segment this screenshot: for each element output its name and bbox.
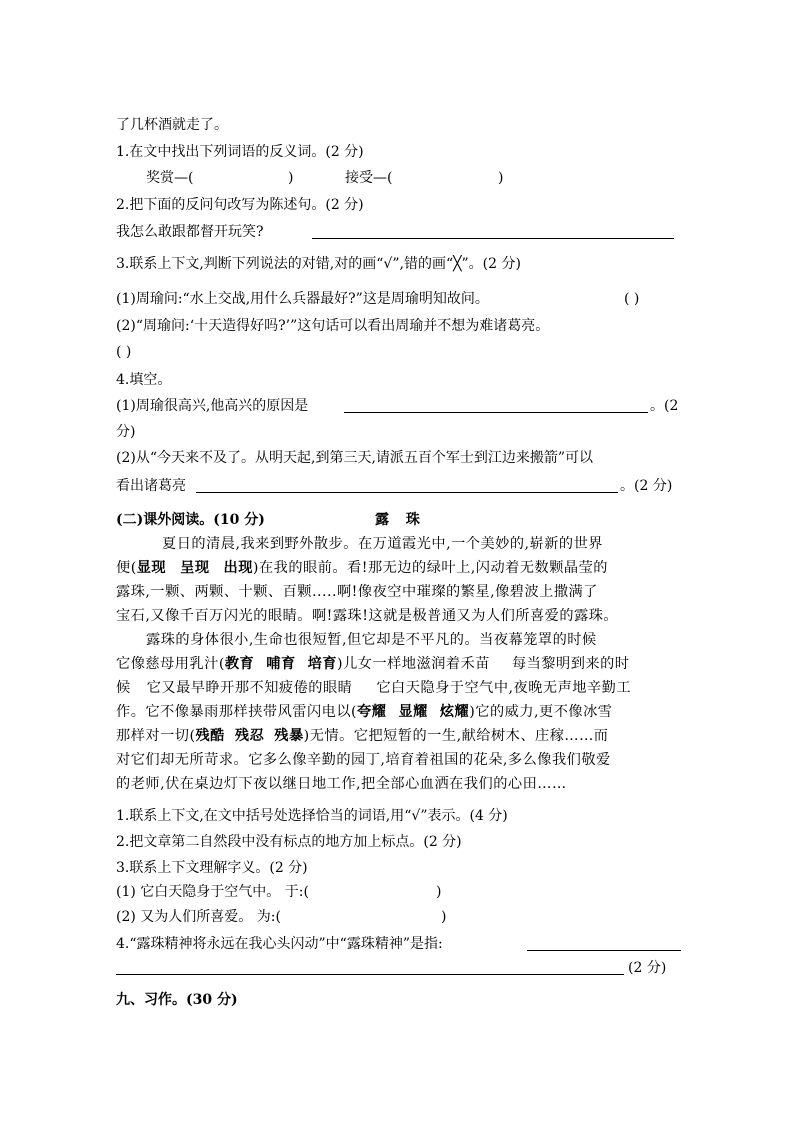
p2-q4-prompt: 4.“露珠精神将永远在我心头闪动”中“露珠精神”是指:: [116, 936, 443, 952]
q4-answer-line-1[interactable]: [344, 396, 648, 413]
q4-statement-2: (2)从“今天来不及了。从明天起,到第三天,请派五百个军士到江边来搬箭”可以: [116, 450, 594, 466]
q4-statement-2-cont: 看出诸葛亮: [116, 478, 186, 494]
q2-prompt: 2.把下面的反问句改写为陈述句。(2 分): [116, 197, 364, 213]
p2-q3-item-1: (1) 它白天隐身于空气中。 于:(: [116, 884, 309, 900]
passage-p2-line-7: 的老师,伏在桌边灯下夜以继日地工作,把全部心血洒在我们的心田……: [116, 776, 567, 792]
p2-q4-answer-line-2[interactable]: [116, 958, 624, 975]
q2-answer-line[interactable]: [312, 222, 674, 239]
passage-p2-line-2: 它像慈母用乳汁(教育 哺育 培育)儿女一样地滋润着禾苗 每当黎明到来的时: [116, 656, 630, 672]
p2-q3-prompt: 3.联系上下文理解字义。(2 分): [116, 860, 308, 876]
q4-statement-1: (1)周瑜很高兴,他高兴的原因是: [116, 398, 309, 414]
q4-answer-line-2[interactable]: [196, 476, 618, 493]
p2-q2-prompt: 2.把文章第二自然段中没有标点的地方加上标点。(2 分): [116, 834, 462, 850]
passage-p2-line-1: 露珠的身体很小,生命也很短暂,但它却是不平凡的。当夜幕笼罩的时候: [146, 632, 597, 648]
passage-p2-line-5: 那样对一切(残酷 残忍 残暴)无情。它把短暂的一生,献给树木、庄稼……而: [116, 728, 609, 744]
q4-statement-1-end: 。(2: [650, 398, 679, 414]
q3-prompt: 3.联系上下文,判断下列说法的对错,对的画“√”,错的画“╳”。(2 分): [116, 256, 521, 272]
section-heading-composition: 九、习作。(30 分): [116, 992, 238, 1008]
q1-prompt: 1.在文中找出下列词语的反义词。(2 分): [116, 144, 364, 160]
passage-p1-line-4: 宝石,又像千百万闪光的眼睛。啊!露珠!这就是极普通又为人们所喜爱的露珠。: [116, 608, 619, 624]
passage-p2-line-6: 对它们却无所苛求。它多么像辛勤的园丁,培育着祖国的花朵,多么像我们敬爱: [116, 752, 611, 768]
q2-sentence: 我怎么敢跟都督开玩笑?: [116, 224, 264, 240]
q1-item2-close: ): [498, 170, 504, 186]
passage-p2-line-3: 候 它又最早睁开那不知疲倦的眼睛 它白天隐身于空气中,夜晚无声地辛勤工: [116, 680, 632, 696]
q3-statement-1: (1)周瑜问:“水上交战,用什么兵器最好?”这是周瑜明知故问。: [116, 291, 489, 307]
p2-q3-item-1-close: ): [436, 884, 442, 900]
q3-statement-2: (2)“周瑜问:‘十天造得好吗?’”这句话可以看出周瑜并不想为难诸葛亮。: [116, 318, 550, 334]
q3-answer-paren-2[interactable]: ( ): [116, 344, 132, 360]
p2-q1-prompt: 1.联系上下文,在文中括号处选择恰当的词语,用“√”表示。(4 分): [116, 808, 508, 824]
q1-item1-label: 奖赏—(: [146, 170, 194, 186]
p2-q4-score: (2 分): [628, 960, 667, 976]
p2-q3-item-2: (2) 又为人们所喜爱。 为:(: [116, 909, 281, 925]
passage-p1-line-2: 便(显现 呈现 出现)在我的眼前。看!那无边的绿叶上,闪动着无数颗晶莹的: [116, 560, 608, 576]
q1-item1-close: ): [288, 170, 294, 186]
q4-statement-2-end: 。(2 分): [620, 478, 673, 494]
passage-p1-line-3: 露珠,一颗、两颗、十颗、百颗.....啊!像夜空中璀璨的繁星,像碧波上撒满了: [116, 584, 598, 600]
q3-answer-paren-1[interactable]: ( ): [624, 291, 640, 307]
passage-p1-line-1: 夏日的清晨,我来到野外散步。在万道霞光中,一个美妙的,崭新的世界: [162, 536, 603, 552]
p2-q4-answer-line-1[interactable]: [527, 934, 681, 951]
q4-statement-1-wrap: 分): [116, 424, 136, 440]
passage-p2-line-4: 作。它不像暴雨那样挟带风雷闪电以(夸耀 显耀 炫耀)它的威力,更不像冰雪: [116, 704, 613, 720]
section-heading-extracurricular: (二)课外阅读。(10 分): [116, 512, 265, 528]
p2-q3-item-2-close: ): [441, 909, 447, 925]
q1-item2-label: 接受—(: [345, 170, 393, 186]
q4-prompt: 4.填空。: [116, 372, 172, 388]
carry-over-line: 了几杯酒就走了。: [116, 117, 228, 133]
passage-title: 露 珠: [375, 512, 426, 528]
